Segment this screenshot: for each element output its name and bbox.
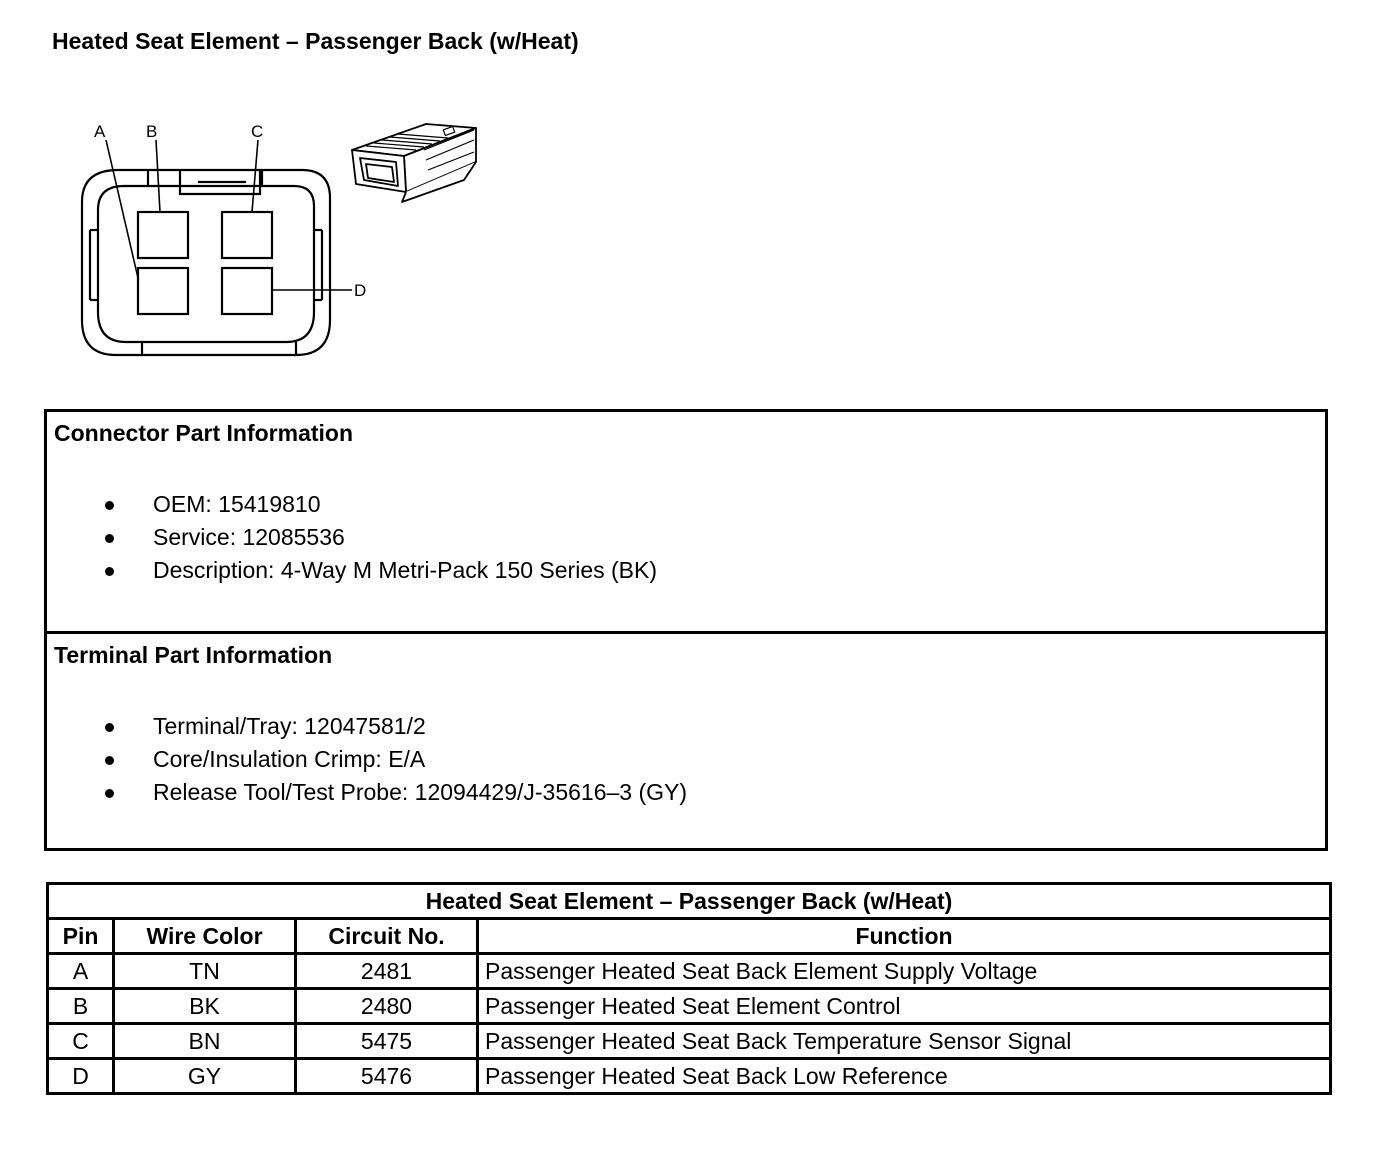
- connector-part-information: [47, 412, 1325, 631]
- list-item: Terminal/Tray: 12047581/2: [47, 710, 687, 743]
- bullet-icon: [105, 567, 114, 576]
- pin-label-b: B: [146, 122, 158, 141]
- list-item: OEM: 15419810: [47, 488, 657, 521]
- list-item: Description: 4-Way M Metri-Pack 150 Series (BK): [47, 554, 657, 587]
- list-item: Service: 12085536: [47, 521, 657, 554]
- header-pin: Pin: [48, 919, 114, 954]
- connector-face-diagram: [60, 110, 390, 360]
- cell-function: Passenger Heated Seat Back Temperature Sensor Signal: [478, 1024, 1331, 1059]
- bullet-icon: [105, 789, 114, 798]
- table-title-row: [48, 884, 1331, 919]
- bullet-icon: [105, 534, 114, 543]
- connector-3d-illustration: [344, 100, 484, 220]
- cell-wire-color: BK: [114, 989, 296, 1024]
- pin-label-a: A: [94, 122, 106, 141]
- part-information-box: [44, 409, 1328, 851]
- cell-circuit-no: 5476: [296, 1059, 478, 1094]
- pinout-table: [46, 882, 1332, 1095]
- connector-info-list: [47, 488, 657, 587]
- table-title: Heated Seat Element – Passenger Back (w/Heat): [48, 884, 1331, 919]
- leader-line-a: [106, 140, 138, 278]
- table-header-row: [48, 919, 1331, 954]
- table-row: [48, 1024, 1331, 1059]
- cell-pin: C: [48, 1024, 114, 1059]
- bullet-icon: [105, 756, 114, 765]
- connector-info-heading: Connector Part Information: [54, 420, 354, 446]
- header-function: Function: [478, 919, 1331, 954]
- cell-wire-color: TN: [114, 954, 296, 989]
- cell-circuit-no: 5475: [296, 1024, 478, 1059]
- terminal-info-heading: Terminal Part Information: [54, 642, 333, 668]
- cell-function: Passenger Heated Seat Back Element Supply Voltage: [478, 954, 1331, 989]
- header-wire-color: Wire Color: [114, 919, 296, 954]
- terminal-part-information: [47, 631, 1325, 848]
- table-row: [48, 954, 1331, 989]
- leader-line-b: [156, 140, 160, 212]
- cell-pin: D: [48, 1059, 114, 1094]
- cell-circuit-no: 2481: [296, 954, 478, 989]
- cell-function: Passenger Heated Seat Element Control: [478, 989, 1331, 1024]
- cell-wire-color: BN: [114, 1024, 296, 1059]
- bullet-icon: [105, 723, 114, 732]
- cell-wire-color: GY: [114, 1059, 296, 1094]
- cell-function: Passenger Heated Seat Back Low Reference: [478, 1059, 1331, 1094]
- cell-pin: A: [48, 954, 114, 989]
- list-item: Core/Insulation Crimp: E/A: [47, 743, 687, 776]
- header-circuit-no: Circuit No.: [296, 919, 478, 954]
- list-item: Release Tool/Test Probe: 12094429/J-35616–3 (GY): [47, 776, 687, 809]
- page-title: Heated Seat Element – Passenger Back (w/Heat): [52, 28, 579, 54]
- table-row: [48, 989, 1331, 1024]
- leader-line-c: [252, 140, 258, 212]
- pin-label-c: C: [251, 122, 264, 141]
- pin-label-d: D: [354, 281, 367, 300]
- table-row: [48, 1059, 1331, 1094]
- cell-circuit-no: 2480: [296, 989, 478, 1024]
- terminal-info-list: [47, 710, 687, 809]
- bullet-icon: [105, 501, 114, 510]
- cell-pin: B: [48, 989, 114, 1024]
